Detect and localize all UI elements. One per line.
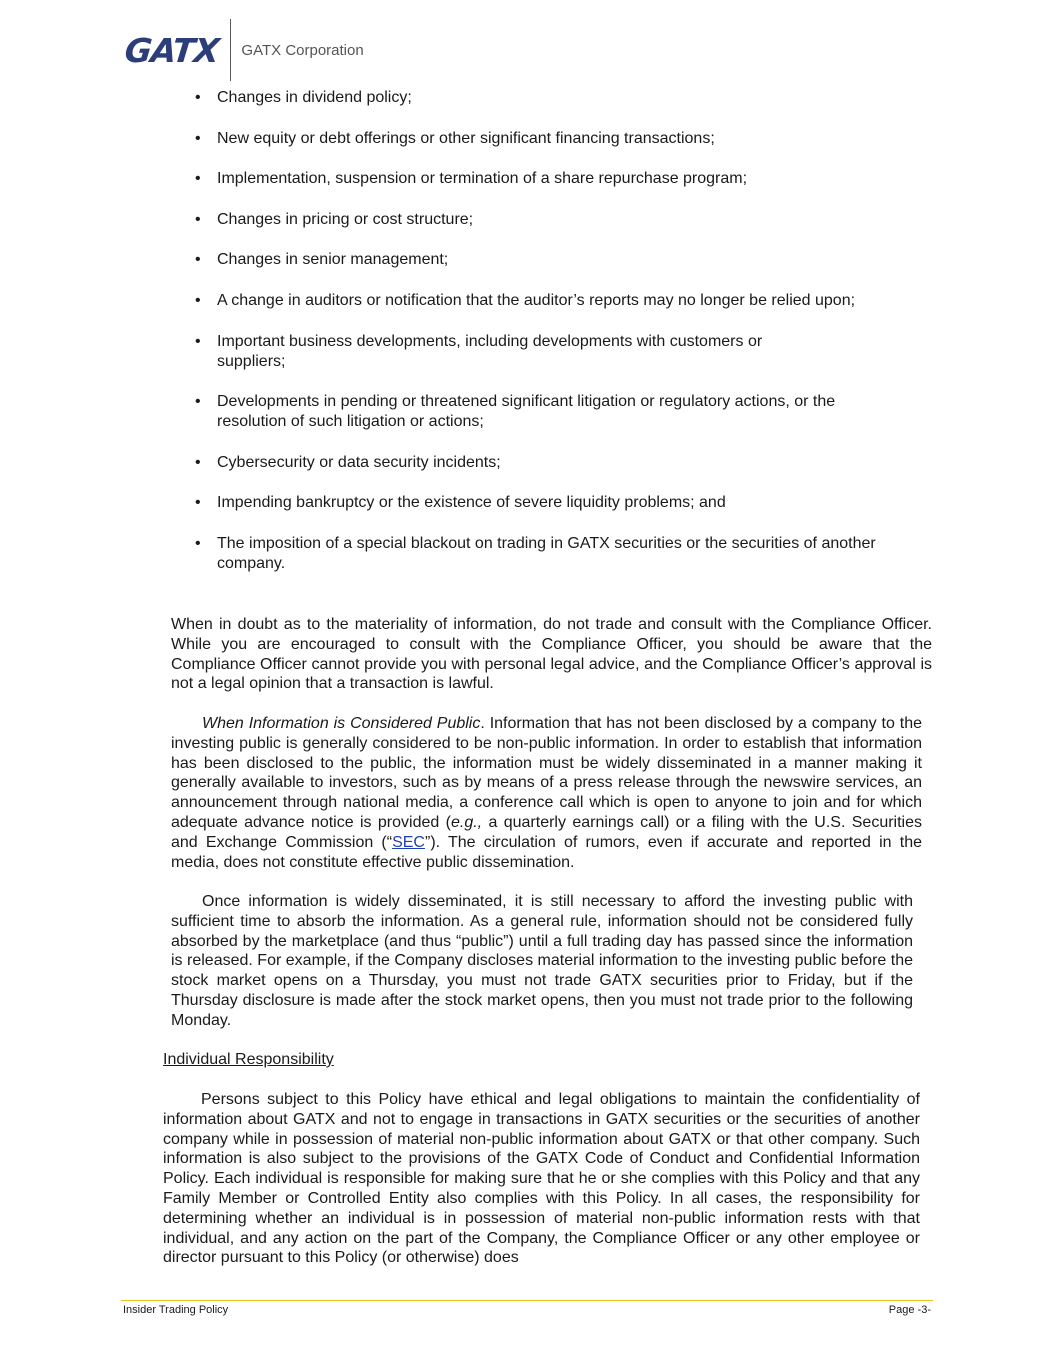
public-text-b: a quarterly earnings call) or a filing with the U.S. Securities and Exchange Commission (“ (171, 813, 922, 851)
footer-divider (121, 1300, 933, 1301)
list-item: • Developments in pending or threatened significant litigation or regulatory actions, or the resolution of such litigation or actions; (195, 392, 847, 432)
list-item: • Changes in pricing or cost structure; (195, 210, 895, 230)
list-item: • Important business developments, including developments with customers or suppliers; (195, 332, 817, 372)
logo-divider (230, 19, 231, 81)
public-information-paragraph (171, 714, 922, 872)
list-item: • Changes in senior management; (195, 250, 895, 270)
footer-document-title: Insider Trading Policy (123, 1304, 229, 1316)
gatx-logo: GATX (122, 30, 221, 70)
public-information-title: When Information is Considered Public (202, 715, 481, 732)
public-text-a: . Information that has not been disclosed by a company to the investing public is generally considered to be non-public information. In order to establish that information has been disclosed to the public, the information must be widely disseminated in a manner making it generally available to investors, such as by means of a press release through the newswire services, an announcement through national media, a conference call which is open to anyone to join and for which adequate advance notice is provided ( (171, 715, 923, 831)
public-text-c: ”). The circulation of rumors, even if accurate and reported in the media, does not constitute effective public dissemination. (171, 833, 922, 871)
page-header (122, 18, 364, 82)
list-item: • New equity or debt offerings or other significant financing transactions; (195, 129, 895, 149)
list-item: • Implementation, suspension or termination of a share repurchase program; (195, 169, 895, 189)
company-name: GATX Corporation (241, 41, 364, 59)
responsibility-paragraph: Persons subject to this Policy have ethical and legal obligations to maintain the confidentiality of information about GATX and not to engage in transactions in GATX securities or the securities of another company while in possession of material non-public information about GATX or that other company. Such information is also subject to the provisions of the GATX Code of Conduct and Confidential Information Policy. Each individual is responsible for making sure that he or she complies with this Policy and that any Family Member or Controlled Entity also complies with this Policy. In all cases, the responsibility for determining whether an individual is in possession of material non-public information rests with that individual, and any action on the part of the Company, the Compliance Officer or any other employee or director pursuant to this Policy (or otherwise) does (163, 1091, 920, 1267)
materiality-doubt-paragraph: When in doubt as to the materiality of information, do not trade and consult with the Compliance Officer. While you are encouraged to consult with the Compliance Officer, you should be aware that the Compliance Officer cannot provide you with personal legal advice, and the Compliance Officer’s approval is not a legal opinion that a transaction is lawful. (171, 616, 932, 693)
dissemination-paragraph: Once information is widely disseminated, it is still necessary to afford the investing public with sufficient time to absorb the information. As a general rule, information should not be considered fully absorbed by the marketplace (and thus “public”) until a full trading day has passed since the information is released. For example, if the Company discloses material information to the investing public before the stock market opens on a Thursday, you must not trade GATX securities prior to Friday, but if the Thursday disclosure is made after the stock market opens, then you must not trade prior to the following Monday. (171, 893, 913, 1029)
list-item: • The imposition of a special blackout on trading in GATX securities or the securities of another company. (195, 534, 877, 574)
sec-link[interactable]: SEC (392, 833, 425, 851)
list-item: • A change in auditors or notification that the auditor’s reports may no longer be relied upon; (195, 291, 867, 311)
eg-abbreviation: e.g., (450, 813, 483, 831)
section-heading: Individual Responsibility (163, 1051, 334, 1068)
list-item: • Impending bankruptcy or the existence of severe liquidity problems; and (195, 493, 895, 513)
footer-page-number: Page -3- (888, 1304, 931, 1316)
list-item: • Changes in dividend policy; (195, 88, 895, 108)
materiality-examples-list (195, 88, 895, 595)
list-item: • Cybersecurity or data security incidents; (195, 453, 895, 473)
